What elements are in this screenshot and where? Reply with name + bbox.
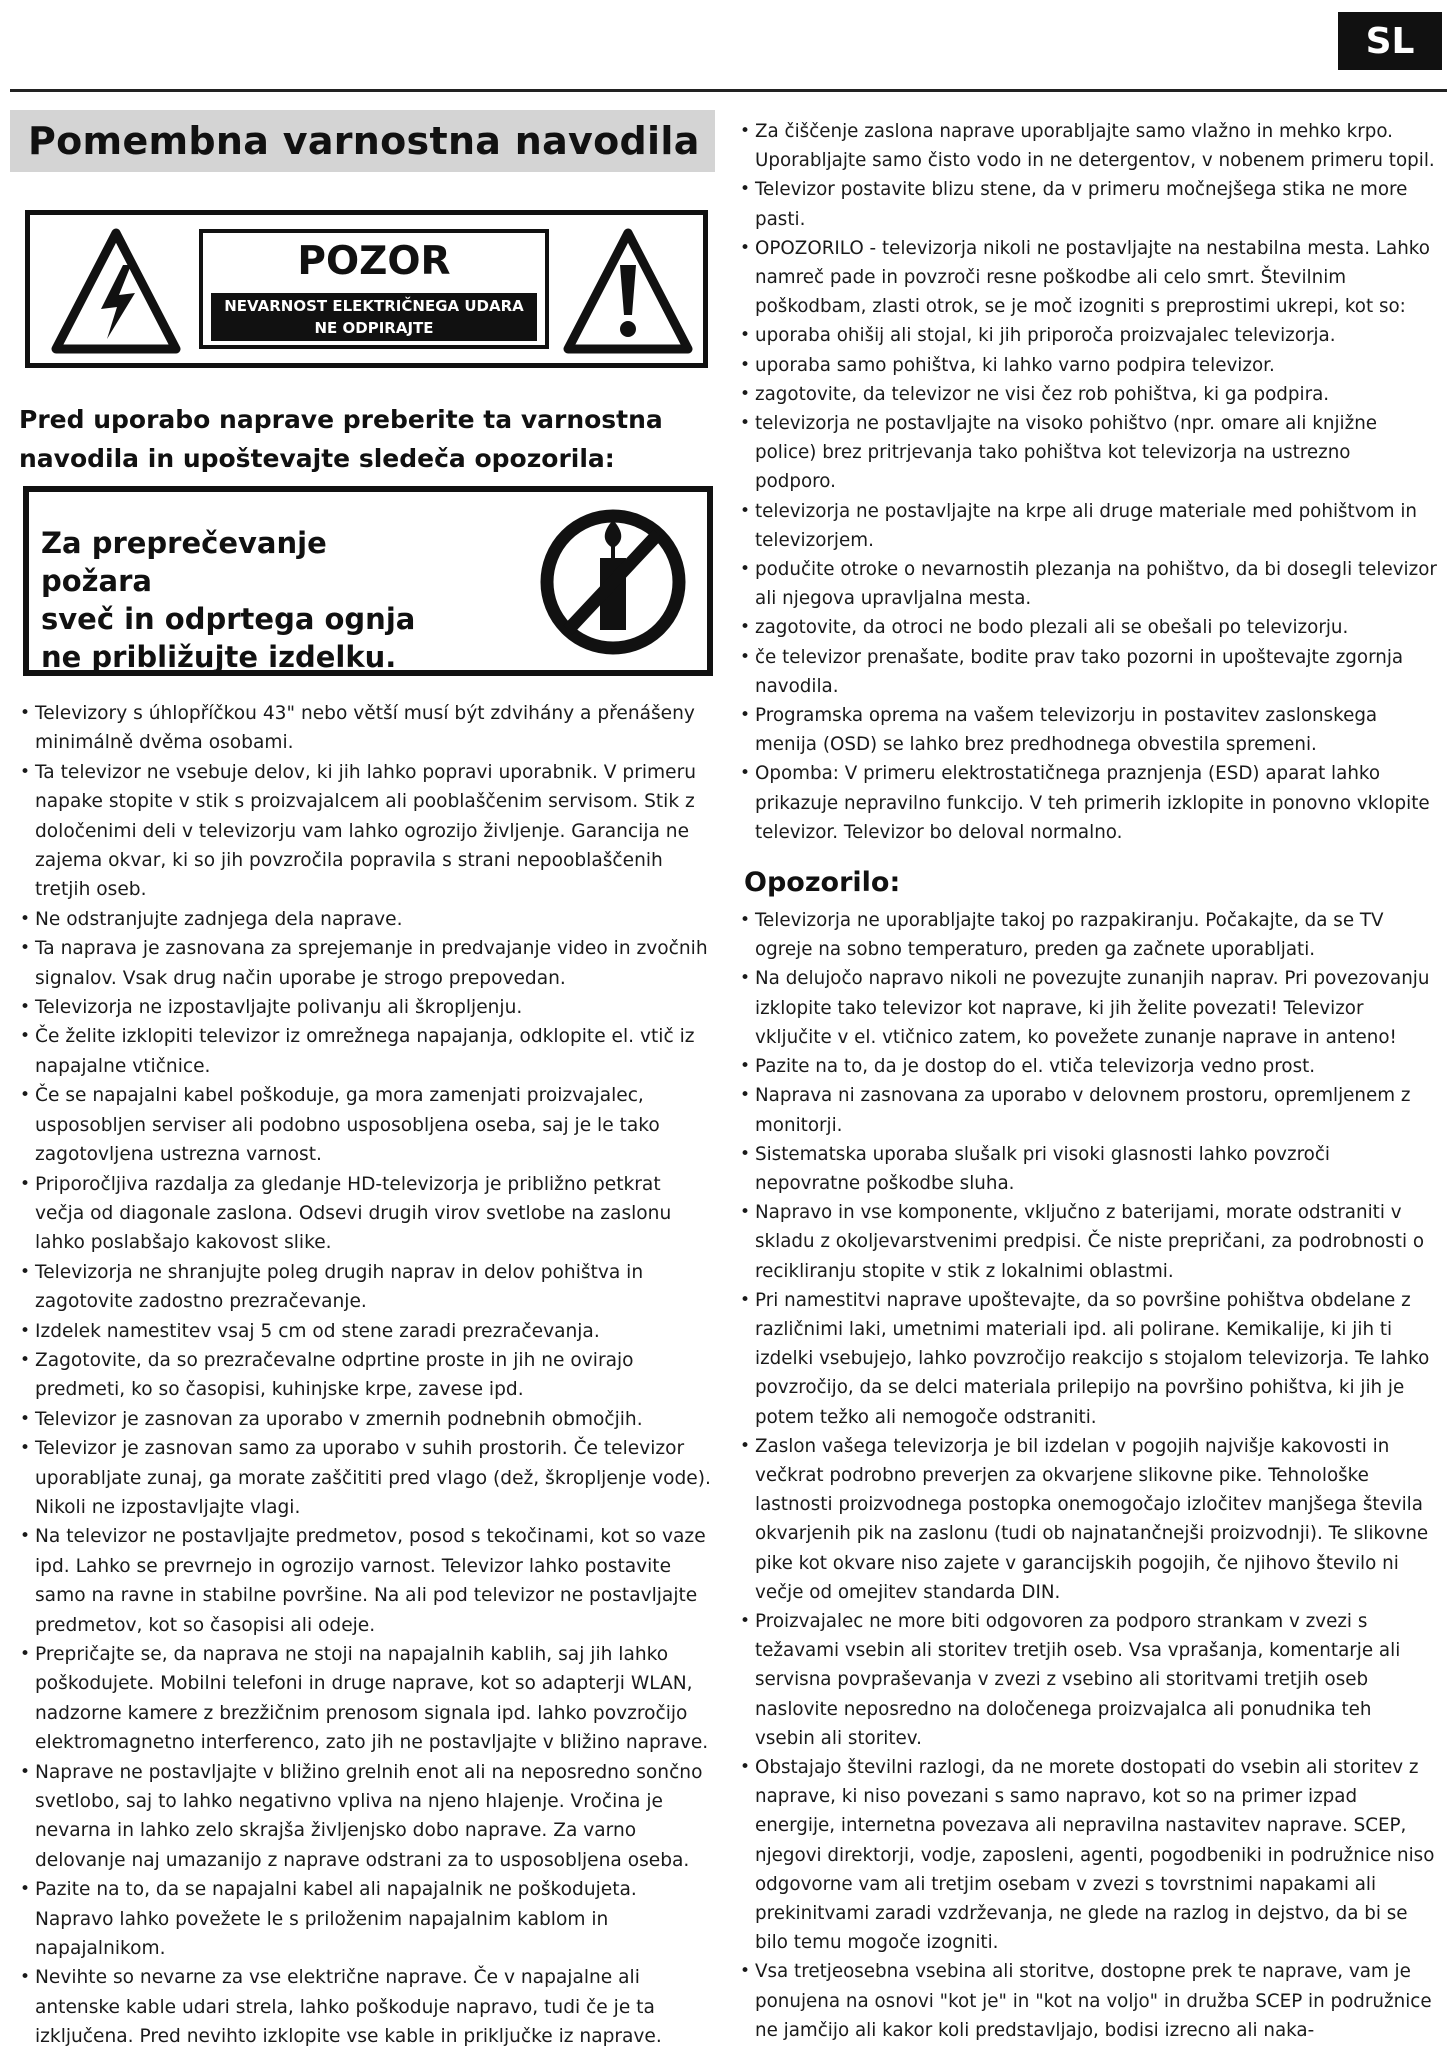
caution-title: POZOR [297, 239, 451, 284]
right-safety-list [742, 117, 1437, 847]
list-item: • Televizorja ne shranjujte poleg drugih naprav in delov pohištva in zagotovite zadostno prezračevanje. [22, 1258, 714, 1317]
list-item: • uporaba samo pohištva, ki lahko varno podpira televizor. [742, 351, 1437, 380]
list-item: • Vsa tretjeosebna vsebina ali storitve, dostopne prek te naprave, vam je ponujena na osnovi "kot je" in "kot na voljo" in družba SCEP in podružnice ne jamčijo ali kakor koli predstavljajo, bodisi izrecno ali naka- [742, 1957, 1437, 2045]
list-item: • Naprava ni zasnovana za uporabo v delovnem prostoru, opremljenem z monitorji. [742, 1081, 1437, 1139]
list-item: • Zagotovite, da so prezračevalne odprtine proste in jih ne ovirajo predmeti, ko so časopisi, kuhinjske krpe, zavese ipd. [22, 1346, 714, 1405]
list-item: • Proizvajalec ne more biti odgovoren za podporo strankam v zvezi s težavami vsebin ali storitev tretjih oseb. Vsa vprašanja, komentarje ali servisna povpraševanja v zvezi z vsebino ali storitvami tretjih oseb naslovite neposredno na določenega proizvajalca ali ponudnika teh vsebin ali storitev. [742, 1607, 1437, 1753]
list-item: • uporaba ohišij ali stojal, ki jih priporoča proizvajalec televizorja. [742, 321, 1437, 350]
right-column [742, 117, 1437, 2045]
list-item: • zagotovite, da otroci ne bodo plezali ali se obešali po televizorju. [742, 613, 1437, 642]
list-item: • če televizor prenašate, bodite prav tako pozorni in upoštevajte zgornja navodila. [742, 643, 1437, 701]
list-item: • Televizor je zasnovan samo za uporabo v suhih prostorih. Če televizor uporabljate zunaj, ga morate zaščititi pred vlago (dež, škropljenje vode). Nikoli ne izpostavljajte vlagi. [22, 1434, 714, 1522]
list-item: • zagotovite, da televizor ne visi čez rob pohištva, ki ga podpira. [742, 380, 1437, 409]
list-item: • Nevihte so nevarne za vse električne naprave. Če v napajalne ali antenske kable udari strela, lahko poškoduje napravo, tudi če je ta izključena. Pred nevihto izklopite vse kable in priključke iz naprave. [22, 1963, 714, 2051]
electric-shock-warning-icon [51, 227, 181, 355]
list-item: • Ta televizor ne vsebuje delov, ki jih lahko popravi uporabnik. V primeru napake stopite v stik s proizvajalcem ali pooblaščenim servisom. Stik z določenimi deli v televizorju vam lahko ogrozijo življenje. Garancija ne zajema okvar, ki so jih povzročila popravila s strani nepooblaščenih tretjih oseb. [22, 758, 714, 905]
list-item: • Izdelek namestitev vsaj 5 cm od stene zaradi prezračevanja. [22, 1317, 714, 1346]
list-item: • Televizory s úhlopříčkou 43" nebo větší musí být zdvihány a přenášeny minimálně dvěma osobami. [22, 699, 714, 758]
caution-subtitle [211, 293, 537, 341]
caution-line-1: NEVARNOST ELEKTRIČNEGA UDARA [224, 297, 524, 315]
fire-line-3: ne približujte izdelku. [41, 640, 397, 674]
list-item: • televizorja ne postavljajte na krpe ali druge materiale med pohištvom in televizorjem. [742, 497, 1437, 555]
list-item: • Na televizor ne postavljajte predmetov, posod s tekočinami, kot so vaze ipd. Lahko se prevrnejo in ogrozijo varnost. Televizor lahko postavite samo na ravne in stabilne površine. Na ali pod televizor ne postavljajte predmetov, kot so časopisi ali odeje. [22, 1522, 714, 1640]
list-item: • Televizorja ne uporabljajte takoj po razpakiranju. Počakajte, da se TV ogreje na sobno temperaturo, preden ga začnete uporabljati. [742, 906, 1437, 964]
caution-line-2: NE ODPIRAJTE [314, 319, 434, 337]
fire-warning-text [41, 524, 441, 676]
exclamation-warning-icon [563, 227, 693, 355]
fire-warning-box [23, 486, 713, 676]
list-item: • Ta naprava je zasnovana za sprejemanje in predvajanje video in zvočnih signalov. Vsak drug način uporabe je strogo prepovedan. [22, 934, 714, 993]
list-item: • Priporočljiva razdalja za gledanje HD-televizorja je približno petkrat večja od diagonale zaslona. Odsevi drugih virov svetlobe na zaslonu lahko poslabšajo kakovost slike. [22, 1170, 714, 1258]
caution-text-panel [199, 229, 549, 349]
list-item: • Naprave ne postavljajte v bližino grelnih enot ali na neposredno sončno svetlobo, saj to lahko negativno vpliva na njeno hlajenje. Vročina je nevarna in lahko zelo skrajša življenjsko dobo naprave. Za varno delovanje naj umazanijo z naprave odstrani za to usposobljena oseba. [22, 1758, 714, 1876]
list-item: • podučite otroke o nevarnostih plezanja na pohištvo, da bi dosegli televizor ali njegova upravljalna mesta. [742, 555, 1437, 613]
list-item: • Pri namestitvi naprave upoštevajte, da so površine pohištva obdelane z različnimi laki, umetnimi materiali ipd. ali polirane. Kemikalije, ki jih ti izdelki vsebujejo, lahko povzročijo reakcijo s stojalom televizorja. Te lahko povzročijo, da se delci materiala prilepijo na površino pohištva, ki jih je potem težko ali nemogoče odstraniti. [742, 1286, 1437, 1432]
list-item: • Če želite izklopiti televizor iz omrežnega napajanja, odklopite el. vtič iz napajalne vtičnice. [22, 1022, 714, 1081]
list-item: • OPOZORILO - televizorja nikoli ne postavljajte na nestabilna mesta. Lahko namreč pade in povzroči resne poškodbe ali celo smrt. Številnim poškodbam, zlasti otrok, se je moč izogniti s preprostimi ukrepi, kot so: [742, 234, 1437, 322]
list-item: • Pazite na to, da se napajalni kabel ali napajalnik ne poškodujeta. Napravo lahko povežete le s priloženim napajalnim kablom in napajalnikom. [22, 1875, 714, 1963]
warning-list [742, 906, 1437, 2045]
header-rule [10, 89, 1447, 92]
list-item: • Na delujočo napravo nikoli ne povezujte zunanjih naprav. Pri povezovanju izklopite tako televizor kot naprave, ki jih želite povezati! Televizor vključite v el. vtičnico zatem, ko povežete zunanje naprave in anteno! [742, 964, 1437, 1052]
intro-instruction: Pred uporabo naprave preberite ta varnostna navodila in upoštevajte sledeča opozorila: [19, 405, 663, 473]
list-item: • Televizor postavite blizu stene, da v primeru močnejšega stika ne more pasti. [742, 175, 1437, 233]
language-badge: SL [1338, 12, 1442, 70]
no-open-flame-icon [538, 506, 688, 658]
page-title: Pomembna varnostna navodila [10, 110, 715, 172]
list-item: • Če se napajalni kabel poškoduje, ga mora zamenjati proizvajalec, usposobljen serviser ali podobno usposobljena oseba, saj je le tako zagotovljena ustrezna varnost. [22, 1081, 714, 1169]
list-item: • Prepričajte se, da naprava ne stoji na napajalnih kablih, saj jih lahko poškodujete. Mobilni telefoni in druge naprave, kot so adapterji WLAN, nadzorne kamere z brezžičnim prenosom signala ipd. lahko povzročijo elektromagnetno interferenco, zato jih ne postavljajte v bližino naprave. [22, 1640, 714, 1758]
list-item: • Obstajajo številni razlogi, da ne morete dostopati do vsebin ali storitev z naprave, ki niso povezani s samo napravo, kot so na primer izpad energije, internetna povezava ali nepravilna nastavitev naprave. SCEP, njegovi direktorji, vodje, zaposleni, agenti, pogodbeniki in podružnice niso odgovorne vam ali tretjim osebam v zvezi s tovrstnimi napakami ali prekinitvami zaradi vzdrževanja, ne glede na razlog in dejstvo, da bi se bilo temu mogoče izogniti. [742, 1753, 1437, 1957]
list-item: • Televizorja ne izpostavljajte polivanju ali škropljenju. [22, 993, 714, 1022]
fire-line-2: sveč in odprtega ognja [41, 602, 416, 636]
list-item: • televizorja ne postavljajte na visoko pohištvo (npr. omare ali knjižne police) brez pritrjevanja tako pohištva kot televizorja na ustrezno podporo. [742, 409, 1437, 497]
list-item: • Programska oprema na vašem televizorju in postavitev zaslonskega menija (OSD) se lahko brez predhodnega obvestila spremeni. [742, 701, 1437, 759]
list-item: • Za čiščenje zaslona naprave uporabljajte samo vlažno in mehko krpo. Uporabljajte samo čisto vodo in ne detergentov, v nobenem primeru topil. [742, 117, 1437, 175]
left-safety-list [22, 699, 714, 2052]
warning-heading: Opozorilo: [744, 867, 901, 899]
list-item: • Opomba: V primeru elektrostatičnega praznjenja (ESD) aparat lahko prikazuje nepravilno funkcijo. V teh primerih izklopite in ponovno vklopite televizor. Televizor bo deloval normalno. [742, 759, 1437, 847]
fire-line-1: Za preprečevanje požara [41, 526, 327, 598]
caution-label [25, 210, 708, 368]
list-item: • Pazite na to, da je dostop do el. vtiča televizorja vedno prost. [742, 1052, 1437, 1081]
left-column [14, 110, 714, 2048]
list-item: • Napravo in vse komponente, vključno z baterijami, morate odstraniti v skladu z okoljevarstvenimi predpisi. Če niste prepričani, za podrobnosti o recikliranju stopite v stik z lokalnimi oblastmi. [742, 1198, 1437, 1286]
list-item: • Sistematska uporaba slušalk pri visoki glasnosti lahko povzroči nepovratne poškodbe sluha. [742, 1140, 1437, 1198]
list-item: • Ne odstranjujte zadnjega dela naprave. [22, 905, 714, 934]
list-item: • Zaslon vašega televizorja je bil izdelan v pogojih najvišje kakovosti in večkrat podrobno preverjen za okvarjene slikovne pike. Tehnološke lastnosti proizvodnega postopka onemogočajo izločitev manjšega števila okvarjenih pik na zaslonu (tudi ob najnatančnejši proizvodnji). Te slikovne pike kot okvare niso zajete v garancijskih pogojih, če njihovo število ni večje od omejitev standarda DIN. [742, 1432, 1437, 1607]
list-item: • Televizor je zasnovan za uporabo v zmernih podnebnih območjih. [22, 1405, 714, 1434]
